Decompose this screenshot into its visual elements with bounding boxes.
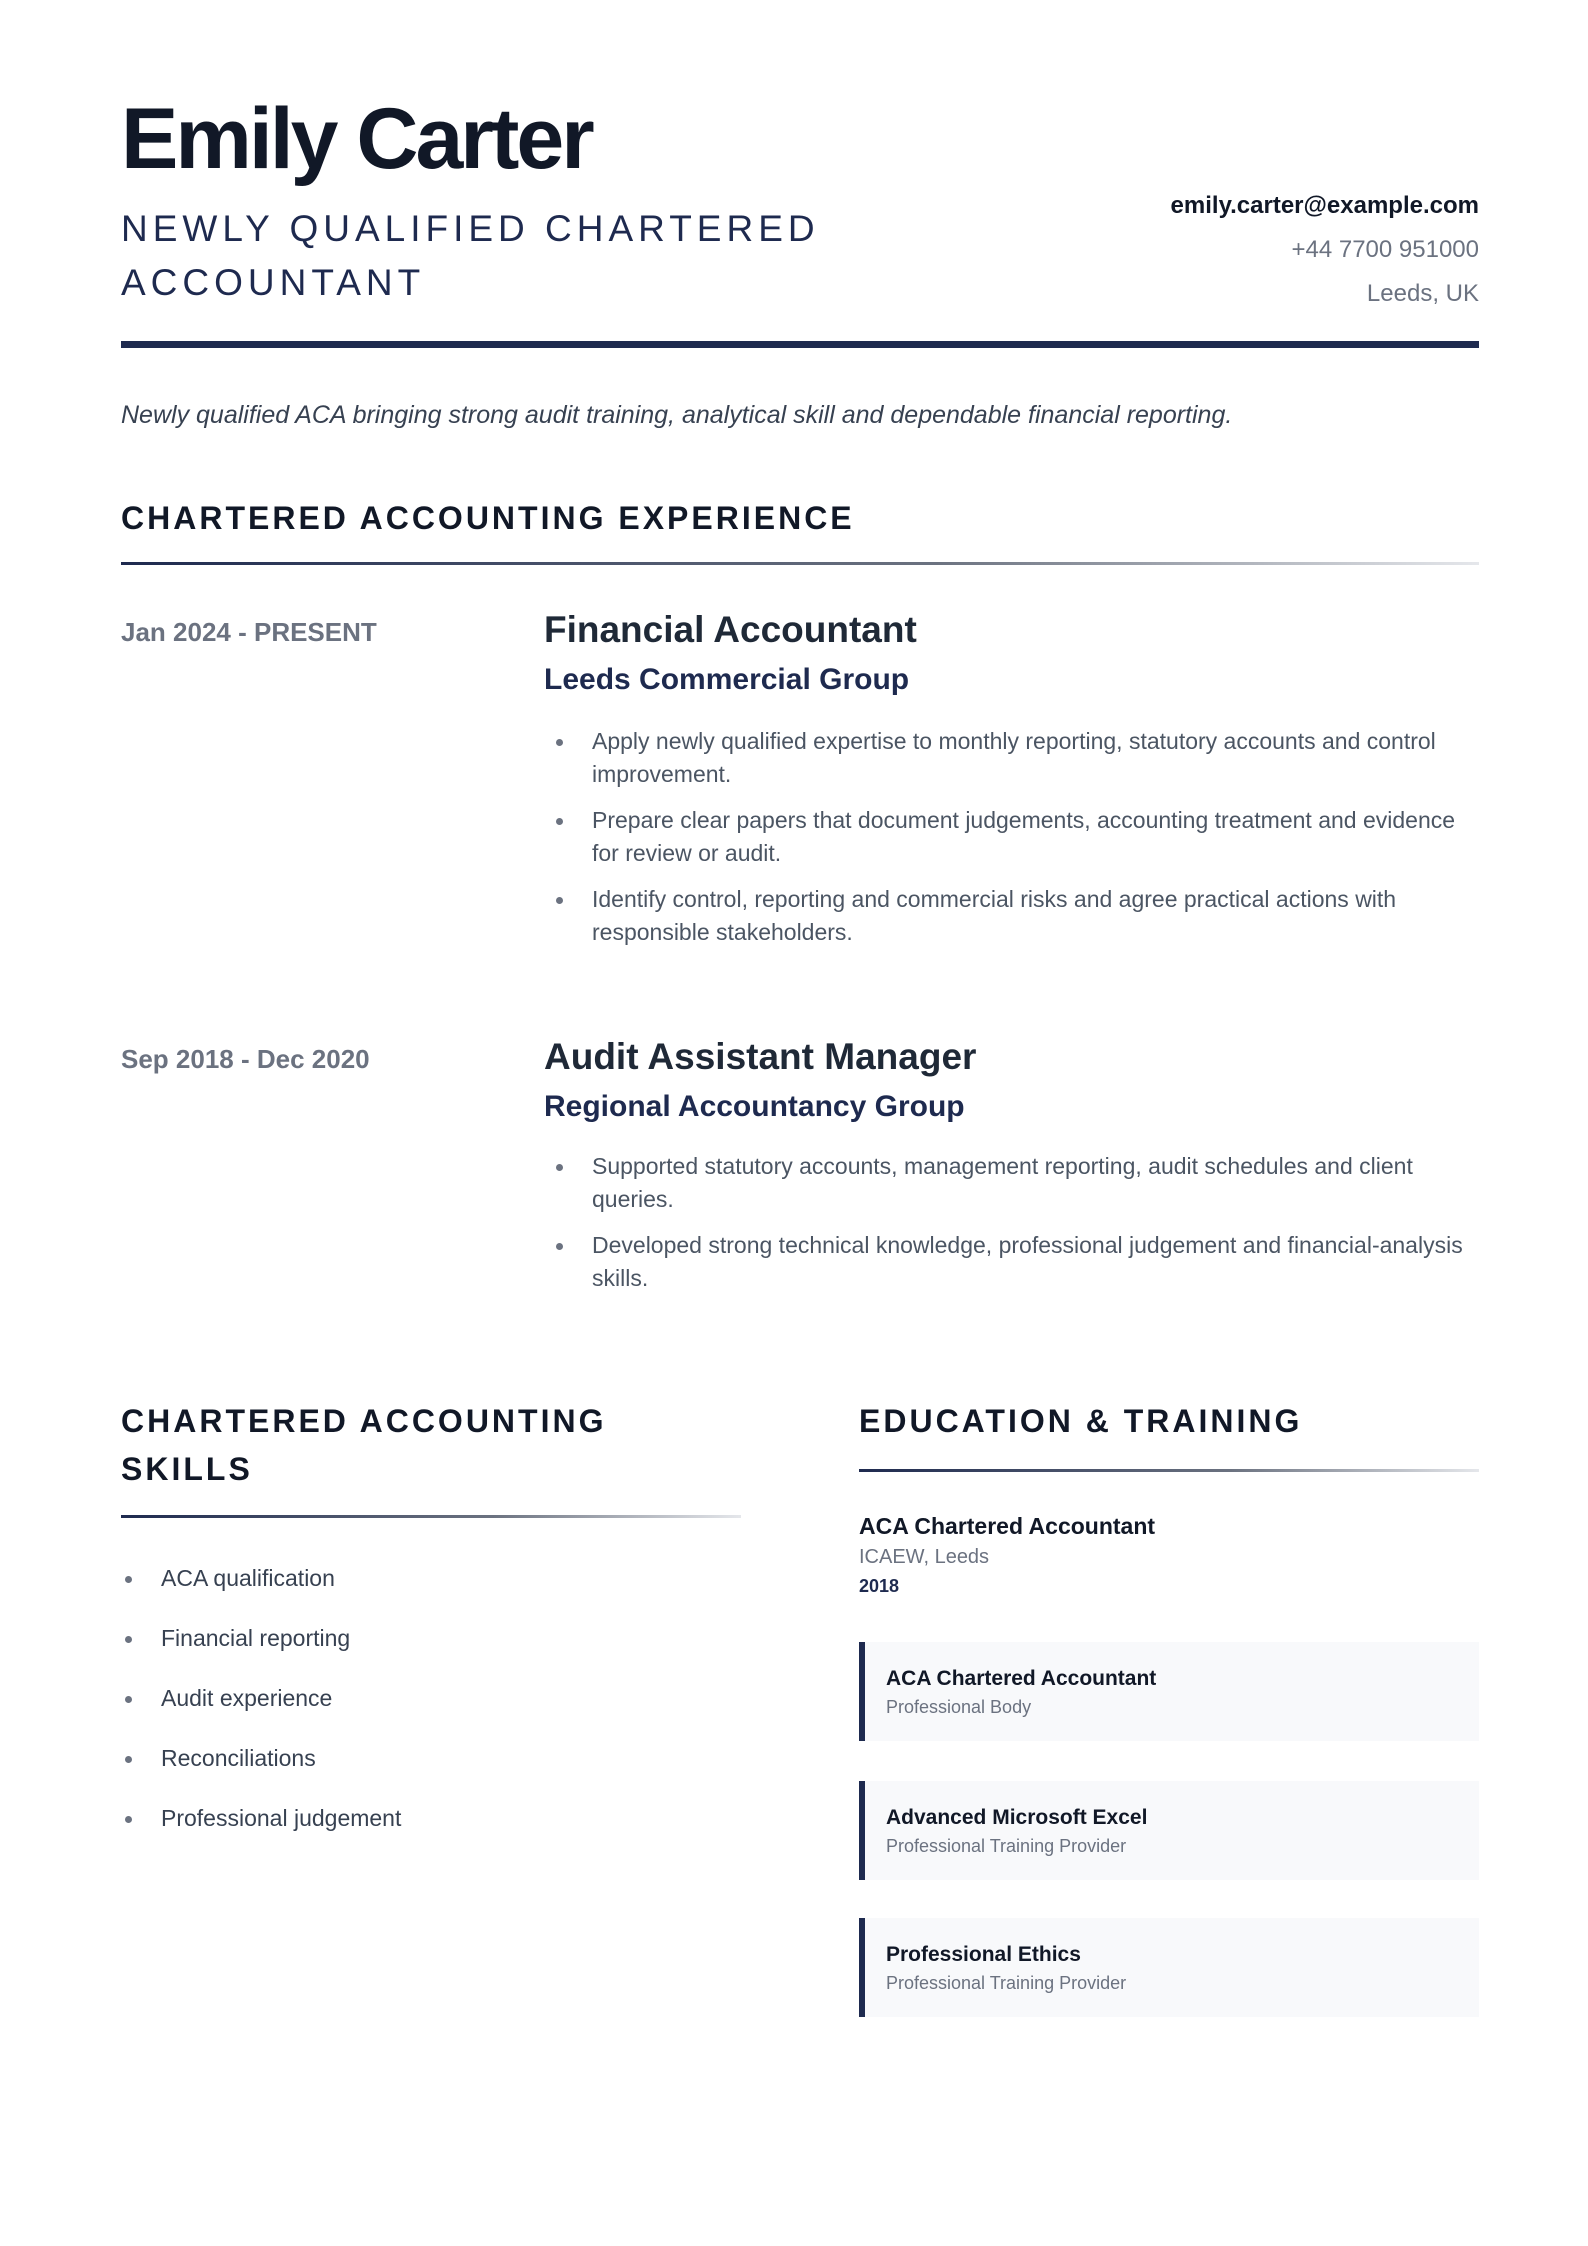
training-title: Professional Ethics <box>886 1943 1081 1966</box>
experience-heading: CHARTERED ACCOUNTING EXPERIENCE <box>121 500 855 536</box>
resume-header <box>121 92 1479 347</box>
skills-divider <box>121 1515 741 1518</box>
candidate-role: NEWLY QUALIFIED CHARTERED ACCOUNTANT <box>121 208 820 303</box>
skills-heading: CHARTERED ACCOUNTING SKILLS <box>121 1403 607 1487</box>
skill-item: Professional judgement <box>121 1802 741 1835</box>
job-company: Regional Accountancy Group <box>544 1090 965 1123</box>
contact-phone[interactable]: +44 7700 951000 <box>1291 236 1479 263</box>
job-title: Financial Accountant <box>544 609 917 650</box>
education-entry <box>859 1510 1479 1600</box>
job-dates: Sep 2018 - Dec 2020 <box>121 1044 370 1074</box>
job-bullets <box>544 725 1479 962</box>
skill-item: Reconciliations <box>121 1742 741 1775</box>
training-provider: Professional Training Provider <box>886 1836 1127 1856</box>
header-divider <box>121 341 1479 348</box>
training-card <box>859 1781 1479 1880</box>
training-provider: Professional Body <box>886 1697 1032 1717</box>
skill-item: ACA qualification <box>121 1562 741 1595</box>
job-bullets <box>544 1150 1479 1308</box>
job-company: Leeds Commercial Group <box>544 663 910 696</box>
education-institution: ICAEW, Leeds <box>859 1546 990 1568</box>
education-year: 2018 <box>859 1576 900 1596</box>
job-bullet: Prepare clear papers that document judgements, accounting treatment and evidence for review or audit. <box>544 804 1479 870</box>
job-bullet: Apply newly qualified expertise to monthly reporting, statutory accounts and control improvement. <box>544 725 1479 791</box>
skills-list <box>121 1562 741 1862</box>
skill-item: Audit experience <box>121 1682 741 1715</box>
candidate-name: Emily Carter <box>121 91 592 187</box>
training-card <box>859 1642 1479 1741</box>
job-dates: Jan 2024 - PRESENT <box>121 617 377 647</box>
profile-summary: Newly qualified ACA bringing strong audit training, analytical skill and dependable financial reporting. <box>121 401 1233 429</box>
contact-email[interactable]: emily.carter@example.com <box>1170 192 1479 219</box>
skill-item: Financial reporting <box>121 1622 741 1655</box>
job-bullet: Developed strong technical knowledge, professional judgement and financial-analysis skills. <box>544 1229 1479 1295</box>
training-title: Advanced Microsoft Excel <box>886 1806 1148 1829</box>
job-title: Audit Assistant Manager <box>544 1036 977 1077</box>
training-title: ACA Chartered Accountant <box>886 1667 1157 1690</box>
resume-page <box>121 0 1479 2246</box>
training-provider: Professional Training Provider <box>886 1973 1127 1993</box>
contact-block <box>1171 184 1479 316</box>
training-card <box>859 1918 1479 2017</box>
job-bullet: Supported statutory accounts, management reporting, audit schedules and client queries. <box>544 1150 1479 1216</box>
education-heading: EDUCATION & TRAINING <box>859 1403 1303 1439</box>
education-degree: ACA Chartered Accountant <box>859 1513 1156 1539</box>
contact-location: Leeds, UK <box>1366 280 1479 307</box>
job-bullet: Identify control, reporting and commercial risks and agree practical actions with responsible stakeholders. <box>544 883 1479 949</box>
experience-divider <box>121 562 1479 565</box>
education-divider <box>859 1469 1479 1472</box>
